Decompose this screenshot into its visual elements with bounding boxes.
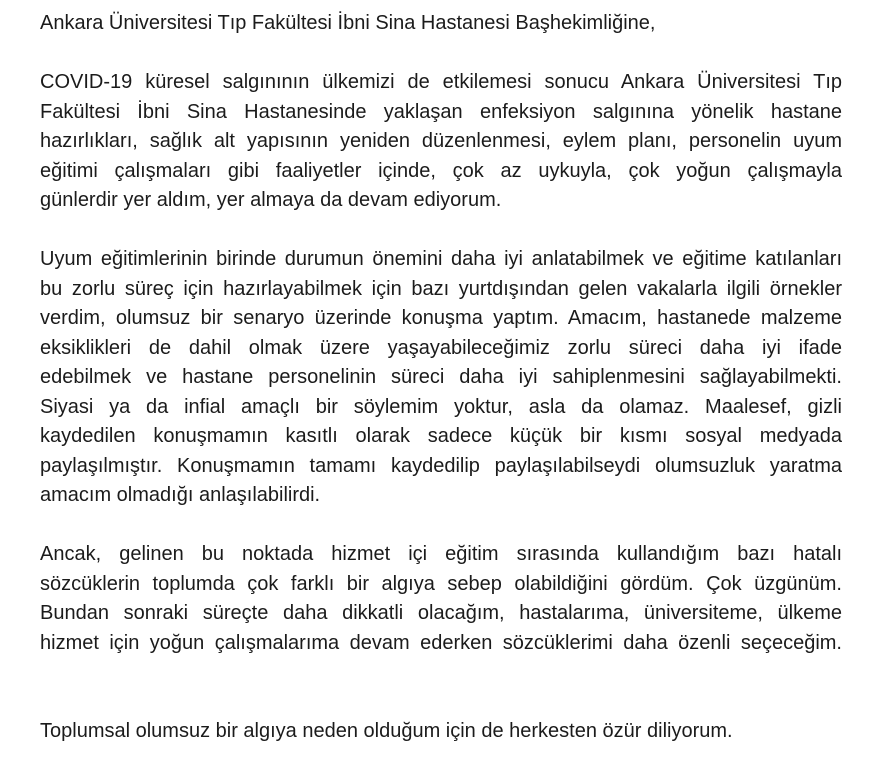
letter-line: kaydedilen konuşmamın kasıtlı olarak sadece küçük bir kısmı sosyal medyada — [40, 425, 842, 447]
letter-line: Uyum eğitimlerinin birinde durumun önemini daha iyi anlatabilmek ve eğitime katılanları — [40, 248, 842, 270]
letter-line: COVID-19 küresel salgınının ülkemizi de etkilemesi sonucu Ankara Üniversitesi Tıp — [40, 71, 842, 93]
letter-paragraph — [40, 540, 842, 658]
letter-line: eğitimi çalışmaları gibi faaliyetler içinde, çok az uykuyla, çok yoğun çalışmayla — [40, 159, 842, 182]
letter-paragraph — [40, 245, 842, 511]
letter-line: paylaşılmıştır. Konuşmamın tamamı kaydedilip paylaşılabilseydi olumsuzluk yaratma — [40, 454, 842, 477]
letter-line: hizmet için yoğun çalışmalarıma devam ederken sözcüklerimi daha özenli seçeceğim. — [40, 631, 842, 654]
letter-line: bu zorlu süreç için hazırlayabilmek için bazı yurtdışından gelen vakalarla ilgili örnekler — [40, 277, 842, 300]
letter-line: eksiklikleri de dahil olmak üzere yaşayabileceğimiz zorlu süreci daha iyi ifade — [40, 336, 842, 359]
letter-line: Ancak, gelinen bu noktada hizmet içi eğitim sırasında kullandığım bazı hatalı — [40, 543, 842, 565]
letter-line: Siyasi ya da infial amaçlı bir söylemim yoktur, asla da olamaz. Maalesef, gizli — [40, 395, 842, 418]
letter-salutation: Ankara Üniversitesi Tıp Fakültesi İbni Sina Hastanesi Başhekimliğine, — [40, 12, 656, 34]
letter-line: günlerdir yer aldım, yer almaya da devam ediyorum. — [40, 189, 502, 211]
letter-line: Fakültesi İbni Sina Hastanesinde yaklaşan enfeksiyon salgınına yönelik hastane — [40, 100, 842, 123]
letter-line: Bundan sonraki süreçte daha dikkatli olacağım, hastalarıma, üniversiteme, ülkeme — [40, 602, 842, 624]
letter-line: amacım olmadığı anlaşılabilirdi. — [40, 484, 321, 506]
letter-line: edebilmek ve hastane personelinin süreci daha iyi sahiplenmesini sağlayabilmekti. — [40, 366, 842, 388]
letter-line: sözcüklerin toplumda çok farklı bir algıya sebep olabildiğini gördüm. Çok üzgünüm. — [40, 572, 842, 595]
letter-line: Toplumsal olumsuz bir algıya neden olduğum için de herkesten özür diliyorum. — [40, 720, 733, 742]
letter-paragraph — [40, 68, 842, 216]
letter-line: verdim, olumsuz bir senaryo üzerinde konuşma yaptım. Amacım, hastanede malzeme — [40, 307, 842, 329]
letter-paragraph — [40, 717, 842, 747]
letter-line: hazırlıkları, sağlık alt yapısının yeniden düzenlenmesi, eylem planı, personelin uyum — [40, 130, 842, 152]
